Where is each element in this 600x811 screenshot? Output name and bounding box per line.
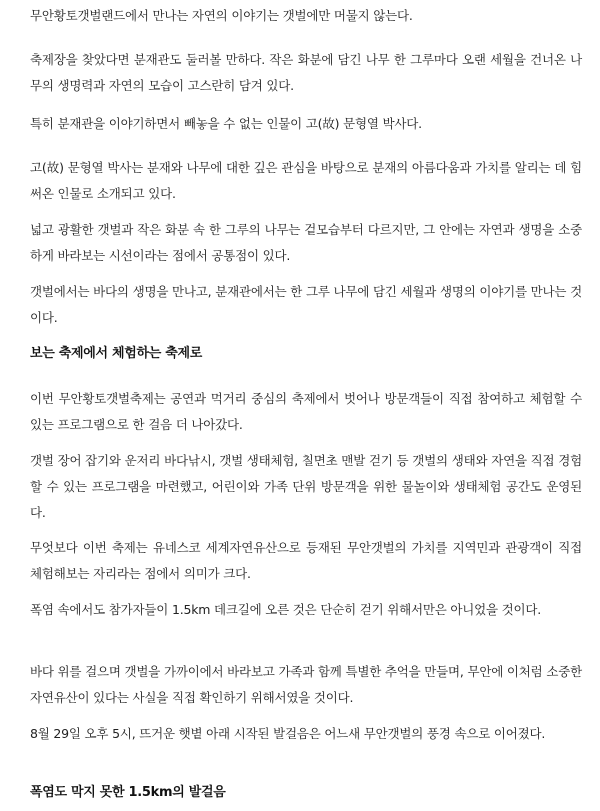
paragraph-moon-intro: 특히 분재관을 이야기하면서 빼놓을 수 없는 인물이 고(故) 문형열 박사다. [30,116,422,131]
section-heading-walk: 폭염도 막지 못한 1.5km의 발걸음 [30,785,226,800]
paragraph-common-ground: 넓고 광활한 갯벌과 작은 화분 속 한 그루의 나무는 겉모습부터 다르지만, 그 안에는 자연과 생명을 소중하게 바라보는 시선이라는 점에서 공통점이 있다. [30,222,582,263]
paragraph-unesco: 무엇보다 이번 축제는 유네스코 세계자연유산으로 등재된 무안갯벌의 가치를 지역민과 관광객이 직접 체험해보는 자리라는 점에서 의미가 크다. [30,540,582,581]
section-heading-experience: 보는 축제에서 체험하는 축제로 [30,346,203,361]
paragraph-august-29: 8월 29일 오후 5시, 뜨거운 햇볕 아래 시작된 발걸음은 어느새 무안갯벌의 풍경 속으로 이어졌다. [30,726,546,741]
paragraph-moon-bio: 고(故) 문형열 박사는 분재와 나무에 대한 깊은 관심을 바탕으로 분재의 아름다움과 가치를 알리는 데 힘써온 인물로 소개되고 있다. [30,160,582,201]
paragraph-life-stories: 갯벌에서는 바다의 생명을 만나고, 분재관에서는 한 그루 나무에 담긴 세월과 생명의 이야기를 만나는 것이다. [30,284,582,325]
paragraph-festival-change: 이번 무안황토갯벌축제는 공연과 먹거리 중심의 축제에서 벗어나 방문객들이 직접 참여하고 체험할 수 있는 프로그램으로 한 걸음 더 나아갔다. [30,391,582,432]
paragraph-programs: 갯벌 장어 잡기와 운저리 바다낚시, 갯벌 생태체험, 칠면초 맨발 걷기 등 갯벌의 생태와 자연을 직접 경험할 수 있는 프로그램을 마련했고, 어린이와 가족 단위 방문객을 위한 물놀이와 생태체험 공간도 운영된다. [30,453,582,520]
paragraph-bonsai-hall: 축제장을 찾았다면 분재관도 둘러볼 만하다. 작은 화분에 담긴 나무 한 그루마다 오랜 세월을 건너온 나무의 생명력과 자연의 모습이 고스란히 담겨 있다. [30,52,582,93]
paragraph-walking: 바다 위를 걸으며 갯벌을 가까이에서 바라보고 가족과 함께 특별한 추억을 만들며, 무안에 이처럼 소중한 자연유산이 있다는 사실을 직접 확인하기 위해서였을 것이다. [30,664,582,705]
paragraph-heatwave: 폭염 속에서도 참가자들이 1.5km 데크길에 오른 것은 단순히 걷기 위해서만은 아니었을 것이다. [30,602,542,617]
paragraph-intro: 무안황토갯벌랜드에서 만나는 자연의 이야기는 갯벌에만 머물지 않는다. [30,8,413,23]
